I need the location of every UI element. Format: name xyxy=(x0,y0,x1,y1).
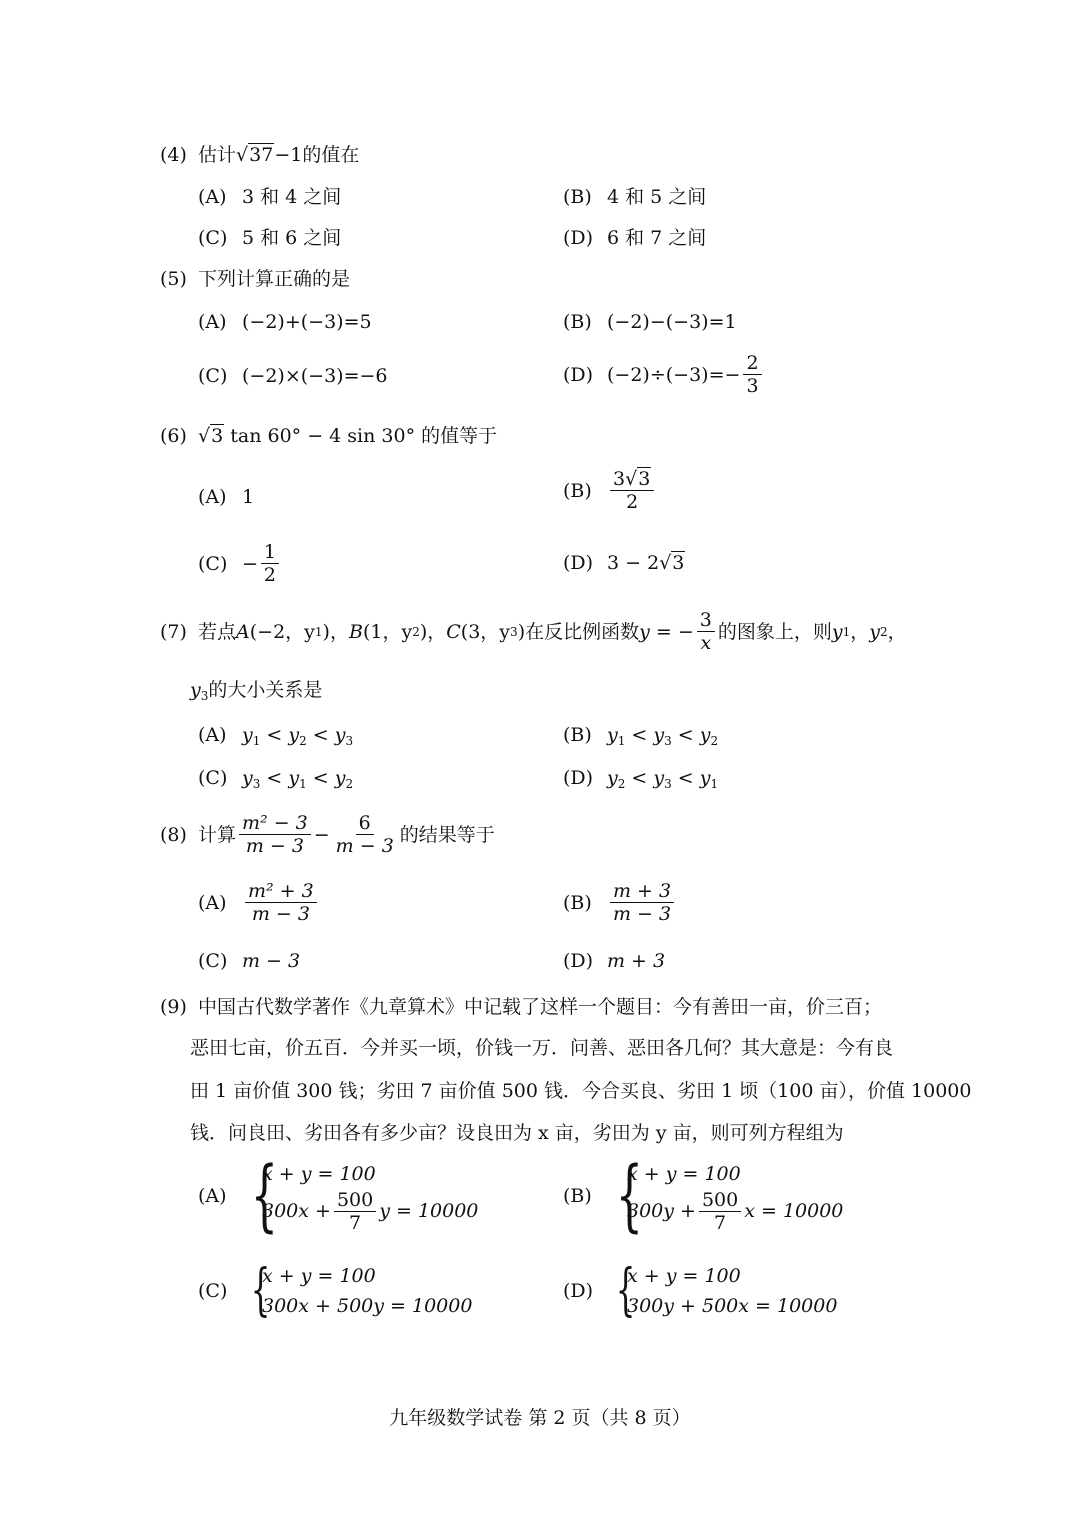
q8-option-c: (C) m − 3 xyxy=(198,950,301,972)
q7-option-d: (D) $y_2 < y_3 < y_1$ xyxy=(563,767,719,791)
q8-option-b: (B) $\frac{m + 3}{m - 3}$ xyxy=(563,880,677,925)
q5-option-c: (C) (−2)×(−3)=−6 xyxy=(198,365,388,387)
question-9-number xyxy=(160,994,882,1020)
q9-line-3: 田 1 亩价值 300 钱；劣田 7 亩价值 500 钱．今合买良、劣田 1 顷（100 亩），价值 10000 xyxy=(190,1080,972,1102)
q9-option-b: (B) { x + y = 100 300y + $\frac{500}{7}$ x = 10000 xyxy=(563,1151,844,1241)
question-number: (7) xyxy=(160,620,187,643)
question-number: (4) xyxy=(160,144,187,166)
page-footer: 九年级数学试卷 第 2 页（共 8 页） xyxy=(389,1407,691,1429)
question-7-stem: (7) 若点 A (−2，y 1 )， B (1，y 2 )， C (3，y 3 ) 在反比例函数 y = − $\frac{3}{x}$ 的图象上，则 y 1 ， y 2 ， xyxy=(160,609,907,654)
question-5-stem: (5) 下列计算正确的是 xyxy=(160,268,351,290)
q8-option-d: (D) m + 3 xyxy=(563,950,666,972)
sqrt-expression: √37 xyxy=(236,144,274,166)
q6-option-b: (B) $\frac{3√3}{2}$ xyxy=(563,468,657,513)
q9-line-4: 钱．问良田、劣田各有多少亩？设良田为 x 亩，劣田为 y 亩，则可列方程组为 xyxy=(190,1122,844,1144)
q6-option-a: (A) 1 xyxy=(198,486,255,508)
question-8-stem: (8) 计算 $\frac{\text{m² − 3}}{m - 3}$ − $\frac{6}{m - 3}$ 的结果等于 xyxy=(160,812,495,857)
q6-option-d: (D) 3 − 2√3 xyxy=(563,552,685,574)
q4-option-c: (C) 5 和 6 之间 xyxy=(198,227,342,249)
q5-option-d: (D) (−2)÷(−3)=− $\frac{2}{3}$ xyxy=(563,352,765,397)
question-number: (6) xyxy=(160,425,187,447)
q4-option-d: (D) 6 和 7 之间 xyxy=(563,227,707,249)
q4-option-b: (B) 4 和 5 之间 xyxy=(563,186,707,208)
question-6-stem: (6) √3 tan 60° − 4 sin 30° 的值等于 xyxy=(160,425,498,447)
question-number: (9) xyxy=(160,996,187,1018)
q7-option-b: (B) $y_1 < y_3 < y_2$ xyxy=(563,724,719,748)
q9-line-2: 恶田七亩，价五百．今并买一顷，价钱一万．问善、恶田各几何？其大意是：今有良 xyxy=(190,1037,894,1059)
q8-option-a: (A) $\frac{\text{m² + 3}}{m - 3}$ xyxy=(198,880,320,925)
question-7-line2: $y_3$的大小关系是 xyxy=(190,679,323,703)
q4-option-a: (A) 3 和 4 之间 xyxy=(198,186,342,208)
q7-option-c: (C) $y_3 < y_1 < y_2$ xyxy=(198,767,354,791)
question-number: (8) xyxy=(160,823,187,846)
q7-option-a: (A) $y_1 < y_2 < y_3$ xyxy=(198,724,354,748)
question-number: (5) xyxy=(160,268,187,290)
q6-option-c: (C) − $\frac{1}{2}$ xyxy=(198,541,282,586)
q5-option-b: (B) (−2)−(−3)=1 xyxy=(563,311,737,333)
q9-option-d: (D) { x + y = 100 300y + 500x = 10000 xyxy=(563,1258,838,1323)
q5-option-a: (A) (−2)+(−3)=5 xyxy=(198,311,372,333)
q9-option-a: (A) { x + y = 100 300x + $\frac{500}{7}$ y = 10000 xyxy=(198,1151,479,1241)
q9-line-1: 中国古代数学著作《九章算术》中记载了这样一个题目：今有善田一亩，价三百； xyxy=(198,996,883,1018)
q9-option-c: (C) { x + y = 100 300x + 500y = 10000 xyxy=(198,1258,473,1323)
question-4-stem: (4) 估计√37−1的值在 xyxy=(160,144,360,166)
